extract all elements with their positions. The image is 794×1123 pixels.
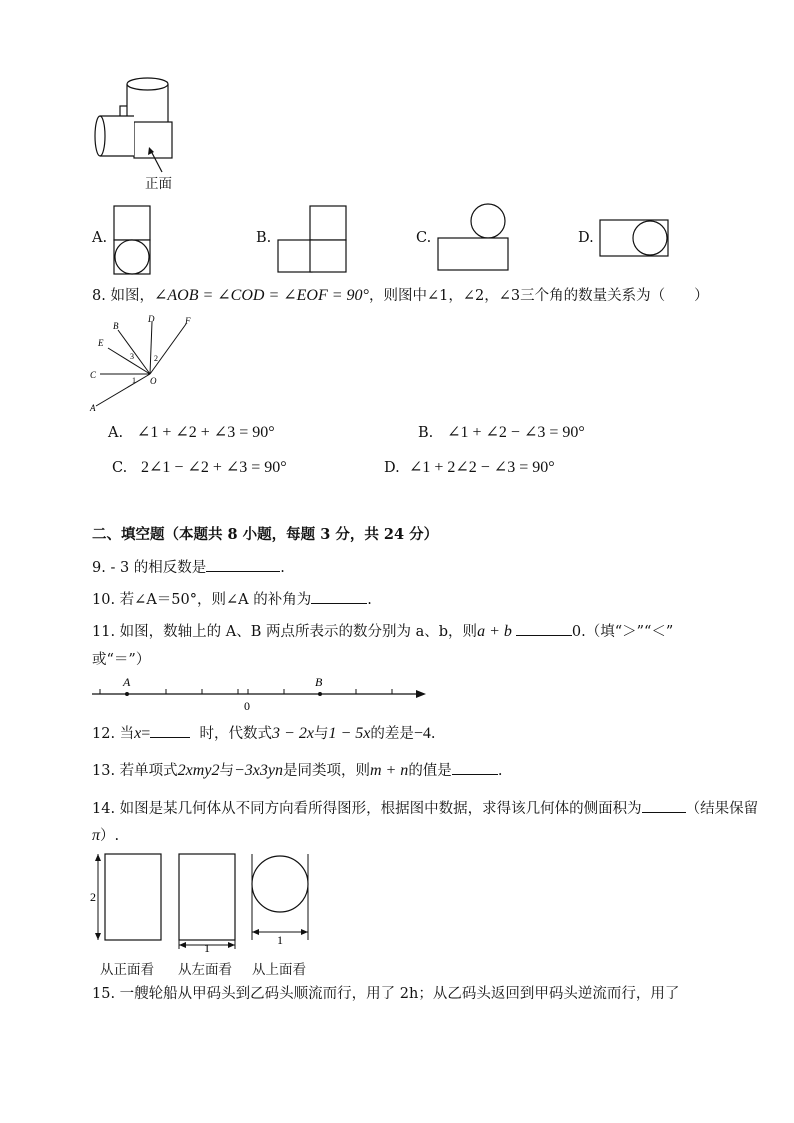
q9-question [92,557,285,578]
q8-label-angle-3: 3 [130,352,134,361]
q12-end: . [430,726,436,742]
q8-label-c: C [90,370,97,380]
q8-prefix: 8. 如图， [92,288,154,304]
q12-mid: 时，代数式 [199,726,273,742]
q11-answer-blank[interactable] [516,621,572,636]
q10-text: 10. 若∠A＝50°，则∠A 的补角为 [92,592,312,608]
q11-point-b-label: B [315,675,323,689]
q8-option-a-text: ∠1 + ∠2 + ∠3 = 90° [136,424,275,441]
q13-and: 与 [219,763,234,779]
q14-dim-width-top: 1 [277,933,283,947]
q8-label-o: O [150,376,157,386]
q8-option-d-letter: D. [384,460,400,476]
q8-option-c-text: 2∠1 − ∠2 + ∠3 = 90° [141,459,287,476]
q7-front-label: 正面 [145,176,172,192]
q8-label-angle-1: 1 [132,376,136,385]
q11-number-line [92,676,432,712]
q12-prefix: 12. 当 [92,726,135,742]
q7-option-a-letter: A. [92,230,108,246]
q11-suffix: 0.（填“＞”“＜” [571,624,674,640]
q8-option-a [108,422,275,442]
q12-var: x [134,725,142,742]
q11-question-line1 [92,621,673,642]
q13-mid: 是同类项，则 [282,763,370,779]
q8-question [92,286,709,306]
q10-end: . [367,592,372,608]
q12-answer-blank[interactable] [150,723,190,738]
q13-question [92,760,502,781]
q7-option-d-letter: D. [578,230,594,246]
q9-answer-blank[interactable] [206,557,280,572]
q14-caption-front: 从正面看 [100,962,154,978]
q13-expr: m + n [369,762,409,779]
q8-option-b-letter: B. [418,425,434,441]
q13-monomial-1: 2xmy2 [177,762,220,779]
q11-zero-label: 0 [244,699,250,713]
q13-end: . [497,763,503,779]
q8-option-d-text: ∠1 + 2∠2 − ∠3 = 90° [408,459,555,476]
q11-question-line2: 或“＝”） [92,652,151,668]
q8-option-a-letter: A. [108,425,124,441]
q12-eq: = [141,725,151,742]
q14-text: 14. 如图是某几何体从不同方向看所得图形，根据图中数据，求得该几何体的侧面积为 [92,801,642,817]
q14-question-line2 [92,826,119,846]
q8-label-e: E [98,338,104,348]
q15-question: 15. 一艘轮船从甲码头到乙码头顺流而行，用了 2h；从乙码头返回到甲码头逆流而行，用了 [92,986,680,1002]
q8-condition: ∠AOB = ∠COD = ∠EOF = 90° [153,287,369,304]
q14-three-views [88,852,318,955]
q12-result: −4 [413,725,431,742]
q13-answer-blank[interactable] [452,760,498,775]
q8-label-a: A [90,403,96,413]
q8-label-b: B [113,321,119,331]
q13-monomial-2: −3x3yn [233,762,283,779]
q7-option-d-figure [598,218,672,258]
q8-label-angle-2: 2 [154,354,158,363]
q14-dim-height: 2 [90,890,96,904]
q13-prefix: 13. 若单项式 [92,763,178,779]
q14-pi: π [92,827,101,844]
q7-option-c-letter: C. [416,230,432,246]
q14-dim-width-left: 1 [204,941,210,955]
section-2-title: 二、填空题（本题共 8 小题，每题 3 分，共 24 分） [92,526,439,543]
q8-option-d [384,457,555,477]
q11-prefix: 11. 如图，数轴上的 A、B 两点所表示的数分别为 a、b，则 [92,624,478,640]
q14-caption-top: 从上面看 [252,962,306,978]
q14-text-end: （结果保留 [685,801,759,817]
q12-expr1: 3 − 2x [272,725,314,742]
q8-option-b-text: ∠1 + ∠2 − ∠3 = 90° [447,424,585,441]
q9-text: 9. - 3 的相反数是 [92,560,207,576]
q8-option-b [418,422,585,442]
q8-label-f: F [185,316,191,326]
q14-caption-left: 从左面看 [178,962,232,978]
q8-option-c-letter: C. [112,460,128,476]
q12-expr2: 1 − 5x [328,725,371,742]
q13-suffix: 的值是 [408,763,452,779]
q8-angle-figure [88,312,198,412]
q12-suffix: 的差是 [370,726,414,742]
q8-label-d: D [148,314,155,324]
q14-line2-end: ）. [100,828,120,844]
q11-point-a-label: A [123,675,131,689]
q7-option-a-figure [112,204,152,274]
q12-question [92,723,435,744]
q7-option-b-figure [276,204,348,274]
q7-option-c-figure [436,202,512,274]
q14-answer-blank[interactable] [642,798,686,813]
q7-option-b-letter: B. [256,230,272,246]
q10-question [92,589,372,610]
q11-expr: a + b [477,623,512,640]
q8-option-c [112,457,287,477]
q8-suffix: ，则图中∠1，∠2，∠3三个角的数量关系为（ ） [368,288,709,304]
q12-and: 与 [313,726,329,742]
q10-answer-blank[interactable] [311,589,367,604]
q9-end: . [280,560,285,576]
q7-solid-figure [90,76,190,176]
q14-question-line1 [92,798,758,819]
